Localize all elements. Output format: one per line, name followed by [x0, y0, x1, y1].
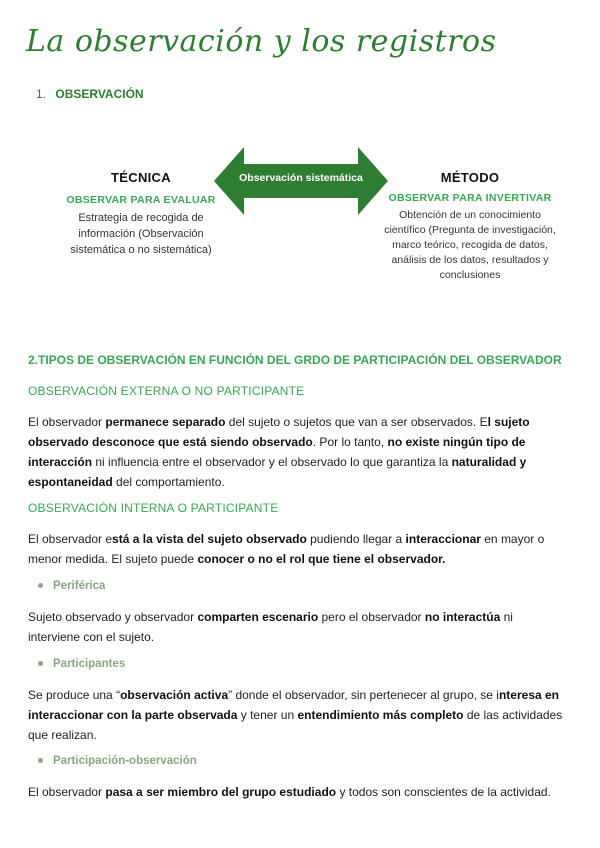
bullet-participantes: Participantes	[38, 658, 125, 670]
page-title: La observación y los registros	[26, 24, 497, 59]
internal-heading: OBSERVACIÓN INTERNA O PARTICIPANTE	[28, 501, 279, 515]
tecnica-heading: TÉCNICA	[111, 170, 171, 185]
tecnica-subheading: OBSERVAR PARA EVALUAR	[66, 194, 216, 206]
bullet-dot-icon	[38, 758, 43, 763]
external-paragraph: El observador permanece separado del sujeto o sujetos que van a ser observados. El sujeto observado desconoce que está siendo observado. Por lo tanto, no existe ningún tipo de interacción ni influencia entre el observador y el observado lo que garantiza la naturalidad y espontaneidad del comportamiento.	[28, 415, 530, 489]
arrow-label: Observación sistemática	[239, 172, 363, 184]
external-heading: OBSERVACIÓN EXTERNA O NO PARTICIPANTE	[28, 384, 305, 398]
metodo-heading: MÉTODO	[440, 170, 500, 185]
participacion-paragraph: El observador pasa a ser miembro del grupo estudiado y todos son conscientes de la actividad.	[28, 785, 551, 799]
section-label: OBSERVACIÓN	[55, 87, 144, 101]
tecnica-text: Estrategia de recogida de información (Observación sistemática o no sistemática)	[70, 212, 212, 256]
bullet-participacion-observacion: Participación-observación	[38, 755, 197, 767]
diagram-tecnica	[58, 170, 224, 258]
bullet-dot-icon	[38, 661, 43, 666]
metodo-subheading: OBSERVAR PARA INVERTIVAR	[388, 192, 552, 204]
internal-paragraph: El observador está a la vista del sujeto observado pudiendo llegar a interaccionar en mayor o menor medida. El sujeto puede conocer o no el rol que tiene el observador.	[28, 532, 545, 566]
participantes-paragraph: Se produce una “observación activa” donde el observador, sin pertenecer al grupo, se interesa en interaccionar con la parte observada y tener un entendimiento más completo de las actividades que realizan.	[28, 688, 563, 742]
diagram-metodo	[384, 170, 556, 283]
section2-heading: 2.TIPOS DE OBSERVACIÓN EN FUNCIÓN DEL GRDO DE PARTICIPACIÓN DEL OBSERVADOR	[28, 353, 562, 367]
bullet-periferica: Periférica	[38, 580, 105, 592]
metodo-text: Obtención de un conocimiento científico (Pregunta de investigación, marco teórico, recogida de datos, análisis de los datos, resultados y conclusiones	[384, 209, 556, 281]
periferica-paragraph: Sujeto observado y observador comparten escenario pero el observador no interactúa ni interviene con el sujeto.	[28, 610, 513, 644]
section-number: 1.	[36, 87, 47, 101]
bullet-dot-icon	[38, 583, 43, 588]
section-heading-observacion	[36, 87, 144, 101]
